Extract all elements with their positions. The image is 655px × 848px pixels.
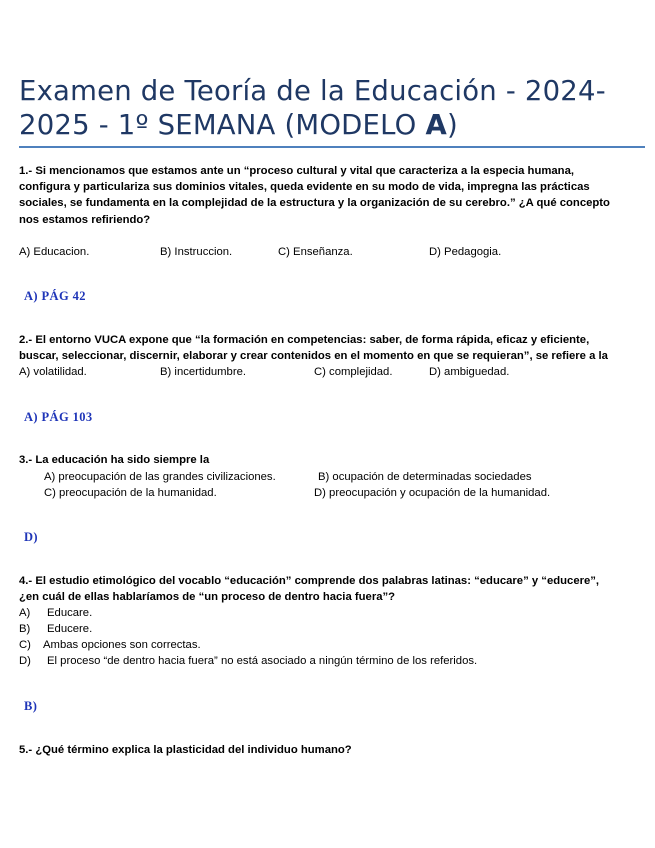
question-2-answer: A) PÁG 103 (24, 410, 93, 424)
question-4-option-b (19, 621, 92, 637)
question-3-option-d: D) preocupación y ocupación de la humanidad. (314, 487, 551, 499)
question-4-answer: B) (24, 699, 38, 713)
option-text: Educare. (47, 607, 93, 619)
option-letter: D) (19, 655, 31, 667)
question-4-option-d (19, 653, 477, 669)
question-line: 5.- ¿Qué término explica la plasticidad del individuo humano? (19, 744, 352, 756)
question-3-text (19, 452, 209, 468)
question-line: 3.- La educación ha sido siempre la (19, 454, 210, 466)
question-5-text (19, 742, 352, 758)
question-2-text (19, 332, 608, 364)
question-1-option-b: B) Instruccion. (160, 246, 233, 258)
option-text: Educere. (47, 623, 93, 635)
question-4-text (19, 573, 599, 605)
option-letter: A) (19, 607, 31, 619)
option-text: Ambas opciones son correctas. (43, 639, 201, 651)
question-1-option-a: A) Educacion. (19, 246, 90, 258)
document-title (19, 74, 634, 142)
question-3-answer: D) (24, 530, 38, 544)
question-line: configura y particulariza sus dominios vitales, queda evidente en su modo de vida, impregna las prácticas (19, 181, 590, 194)
question-2-option-d: D) ambiguedad. (429, 366, 510, 378)
question-line: ¿en cuál de ellas hablaríamos de “un proceso de dentro hacia fuera”? (19, 591, 396, 604)
question-3-option-b: B) ocupación de determinadas sociedades (318, 471, 532, 483)
option-text: El proceso “de dentro hacia fuera” no está asociado a ningún término de los referidos. (47, 655, 478, 667)
question-line: 4.- El estudio etimológico del vocablo “educación” comprende dos palabras latinas: “educare” y “educere”, (19, 575, 600, 587)
question-4-option-a (19, 605, 92, 621)
title-line-2-close: ) (446, 109, 458, 141)
question-line: 1.- Si mencionamos que estamos ante un “proceso cultural y vital que caracteriza a la especia humana, (19, 165, 575, 177)
question-2-option-c: C) complejidad. (314, 366, 393, 378)
title-line-2 (19, 108, 634, 142)
option-letter: B) (19, 623, 31, 635)
question-line: sociales, se fundamenta en la complejidad de la estructura y la organización de su cerebro.” ¿A qué concepto (19, 197, 610, 210)
question-1-answer: A) PÁG 42 (24, 289, 86, 303)
question-1-text (19, 163, 610, 228)
question-3-option-c: C) preocupación de la humanidad. (44, 487, 217, 499)
option-letter: C) (19, 639, 31, 651)
question-3-option-a: A) preocupación de las grandes civilizaciones. (44, 471, 276, 483)
question-line: nos estamos refiriendo? (19, 213, 151, 226)
title-line-1: Examen de Teoría de la Educación - 2024- (19, 75, 606, 107)
title-line-2-text: 2025 - 1º SEMANA (MODELO (19, 109, 426, 141)
question-line: buscar, seleccionar, discernir, elaborar y crear contenidos en el momento en que se requieran”, se refiere a la (19, 350, 608, 363)
question-line: 2.- El entorno VUCA expone que “la formación en competencias: saber, de forma rápida, eficaz y eficiente, (19, 334, 590, 346)
question-1-option-c: C) Enseñanza. (278, 246, 353, 258)
title-model-letter: A (425, 109, 447, 141)
question-2-option-a: A) volatilidad. (19, 366, 87, 378)
title-divider (19, 146, 645, 148)
question-4-option-c (19, 637, 201, 653)
question-2-option-b: B) incertidumbre. (160, 366, 247, 378)
question-1-option-d: D) Pedagogia. (429, 246, 502, 258)
